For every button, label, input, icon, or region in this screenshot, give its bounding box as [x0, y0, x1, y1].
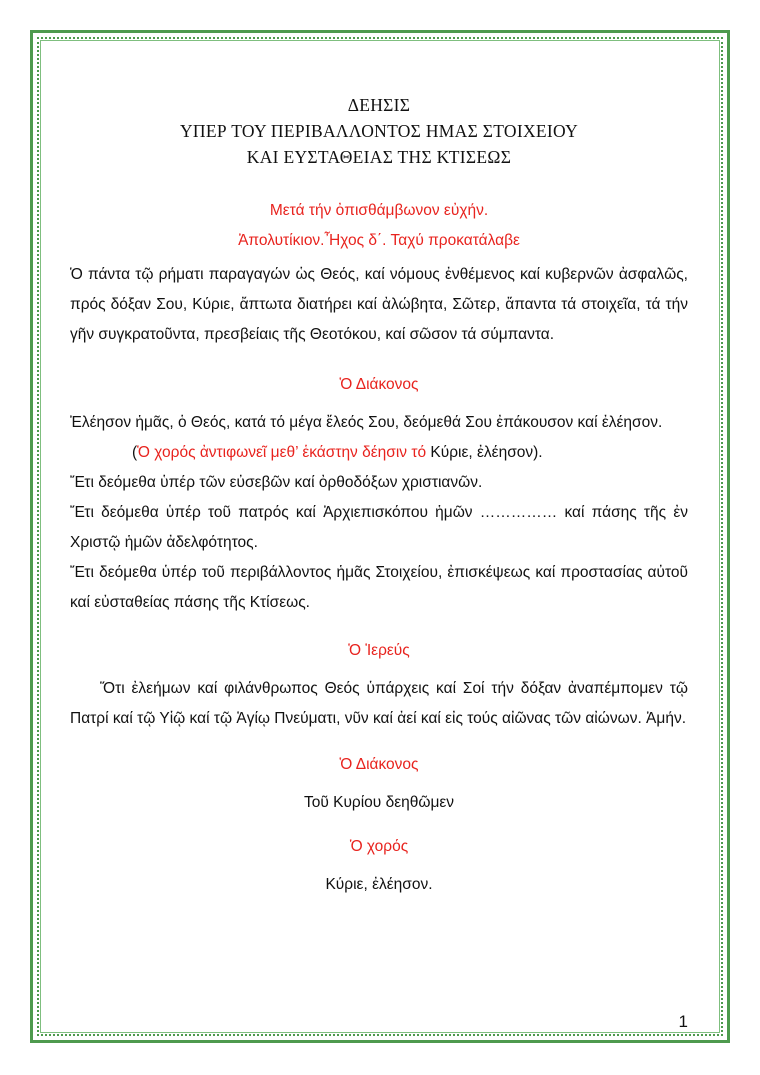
speaker-priest: Ὁ Ἱερεύς: [348, 642, 410, 659]
page-number: 1: [678, 1012, 688, 1031]
apolytikion-text: Ὁ πάντα τῷ ρήματι παραγαγών ὡς Θεός, καί νόμους ἐνθέμενος καί κυβερνῶν ἀσφαλῶς, πρός δόξαν Σου, Κύριε, ἄπτωτα διατήρει καί ἀλώβητα, Σῶτερ, ἅπαντα τά στοιχεῖα, τά τήν γῆν συγκρατοῦντα, πρεσβείαις τῆς Θεοτόκου, καί σῶσον τά σύμπαντα.: [70, 266, 688, 343]
ekphonesis: Ὅτι ἐλεήμων καί φιλάνθρωπος Θεός ὑπάρχεις καί Σοί τήν δόξαν ἀναπέμπομεν τῷ Πατρί καί τῷ Υἱῷ καί τῷ Ἁγίῳ Πνεύματι, νῦν καί ἀεί καί εἰς τούς αἰῶνας τῶν αἰώνων. Ἀμήν.: [70, 680, 688, 727]
litany-intro: Ἐλέησον ἡμᾶς, ὁ Θεός, κατά τό μέγα ἔλεός Σου, δεόμεθά Σου ἐπάκουσον καί ἐλέησον.: [70, 414, 663, 431]
speaker-choir: Ὁ χορός: [349, 838, 409, 855]
rubric-line-2: Ἀπολυτίκιον.Ἦχος δ΄. Ταχύ προκατάλαβε: [238, 232, 520, 249]
choir-note-open: (: [132, 444, 138, 461]
choir-note: [70, 438, 688, 468]
choir-response: Κύριε, ἐλέησον.: [325, 876, 433, 893]
petition-1: Ἔτι δεόμεθα ὑπέρ τῶν εὐσεβῶν καί ὀρθοδόξων χριστιανῶν.: [70, 474, 483, 491]
deacon-call: Τοῦ Κυρίου δεηθῶμεν: [303, 794, 455, 811]
choir-note-rubric: Ὁ χορός ἀντιφωνεῖ μεθ’ ἑκάστην δέησιν τό: [137, 444, 427, 461]
title-line-2: ΥΠΕΡ ΤΟΥ ΠΕΡΙΒΑΛΛΟΝΤΟΣ ΗΜΑΣ ΣΤΟΙΧΕΙΟΥ: [179, 121, 579, 141]
speaker-deacon-1: Ὁ Διάκονος: [339, 376, 419, 393]
intro-rubric: [70, 196, 688, 256]
document-title: [70, 92, 688, 170]
document-body: [70, 78, 688, 900]
title-line-1: ΔΕΗΣΙΣ: [347, 95, 411, 115]
petition-2: Ἔτι δεόμεθα ὑπέρ τοῦ πατρός καί Ἀρχιεπισκόπου ἡμῶν …………… καί πάσης τῆς ἐν Χριστῷ ἡμῶν ἀδελφότητος.: [70, 504, 688, 551]
speaker-deacon-2: Ὁ Διάκονος: [339, 756, 419, 773]
choir-note-response: Κύριε, ἐλέησον).: [426, 444, 543, 461]
title-line-3: ΚΑΙ ΕΥΣΤΑΘΕΙΑΣ ΤΗΣ ΚΤΙΣΕΩΣ: [246, 147, 512, 167]
petition-3: Ἔτι δεόμεθα ὑπέρ τοῦ περιβάλλοντος ἡμᾶς Στοιχείου, ἐπισκέψεως καί προστασίας αὐτοῦ καί εὐσταθείας πάσης τῆς Κτίσεως.: [70, 564, 688, 611]
rubric-line-1: Μετά τήν ὀπισθάμβωνον εὐχήν.: [269, 202, 489, 219]
